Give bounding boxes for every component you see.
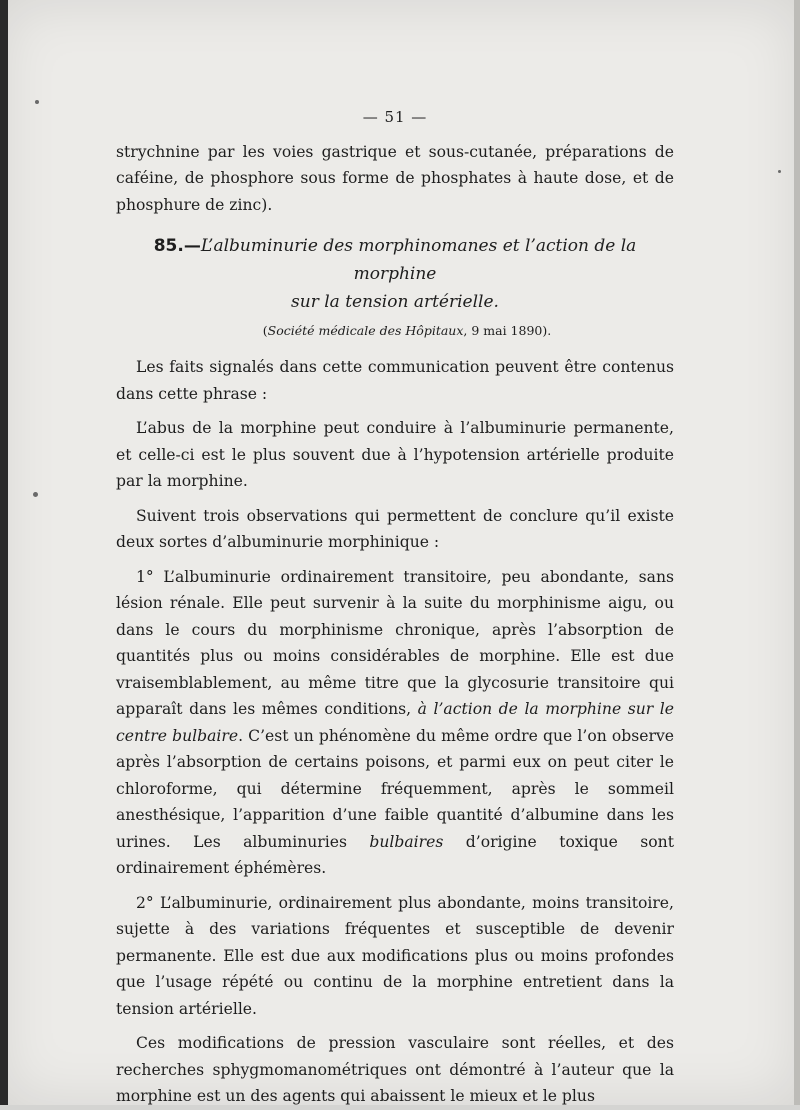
point-1-text-b: . C’est un phénomène du même ordre que l’on observe après l’absorption de certains poisons, et parmi eux on peut citer le chloroforme, qui détermine fréquemment, après le sommeil anesthésique, l’apparition d’une faible quantité d’albumine dans les urines. Les albuminuries xyxy=(116,726,675,851)
point-2-paragraph: 2° L’albuminurie, ordinairement plus abondante, moins transitoire, sujette à des variations fréquentes et susceptible de devenir permanente. Elle est due aux modifications plus ou moins profondes que l’usage répété ou continu de la morphine entretient dans la tension artérielle. xyxy=(116,893,674,1018)
scan-speck xyxy=(35,100,39,104)
section-title-line2: sur la tension artérielle. xyxy=(291,292,499,312)
page-left-edge xyxy=(0,0,8,1105)
thesis-paragraph: L’abus de la morphine peut conduire à l’albuminurie permanente, et celle-ci est le plus souvent due à l’hypotension artérielle produite par la morphine. xyxy=(116,419,674,490)
point-1-text-a: 1° L’albuminurie ordinairement transitoire, peu abondante, sans lésion rénale. Elle peut survenir à la suite du morphinisme aigu, ou dans le cours du morphinisme chronique, après l’absorption de quantités plus ou moins considérables de morphine. Elle est due vraisemblablement, au même titre que la glycosurie transitoire qui apparaît dans les mêmes conditions, xyxy=(116,567,674,718)
source-open: ( xyxy=(262,323,268,338)
scan-speck xyxy=(33,492,38,497)
section-title-line1: L’albuminurie des morphinomanes et l’action de la morphine xyxy=(200,236,637,284)
point-1-italic-b: bulbaires xyxy=(369,832,444,851)
section-number: 85. xyxy=(153,236,184,256)
point-1-text-c: d’origine toxique sont ordinairement éphémères. xyxy=(116,832,674,877)
section-heading-line1 xyxy=(116,232,674,288)
continued-paragraph: strychnine par les voies gastrique et sous-cutanée, préparations de caféine, de phosphore sous forme de phosphates à haute dose, et de phosphure de zinc). xyxy=(116,142,674,214)
scan-speck xyxy=(778,170,781,173)
point-1-paragraph xyxy=(116,564,674,882)
final-paragraph: Ces modifications de pression vasculaire sont réelles, et des recherches sphygmomanométriques ont démontré à l’auteur que la morphine est un des agents qui abaissent le mieux et le plus xyxy=(116,1034,674,1105)
section-heading xyxy=(116,232,674,316)
page-number: — 51 — xyxy=(362,108,428,126)
page-right-edge xyxy=(794,0,800,1105)
section-dash: — xyxy=(183,236,201,256)
source-date: , 9 mai 1890). xyxy=(463,323,552,338)
page-content xyxy=(116,104,674,1110)
section-source xyxy=(116,320,674,342)
point-1-italic-a: à l’action de la morphine sur le centre bulbaire xyxy=(116,700,674,745)
source-name: Société médicale des Hôpitaux xyxy=(267,323,464,338)
intro-paragraph: Les faits signalés dans cette communication peuvent être contenus dans cette phrase : xyxy=(116,358,674,403)
section-heading-line2 xyxy=(116,288,674,316)
observations-paragraph: Suivent trois observations qui permettent de conclure qu’il existe deux sortes d’albuminurie morphinique : xyxy=(116,506,674,551)
